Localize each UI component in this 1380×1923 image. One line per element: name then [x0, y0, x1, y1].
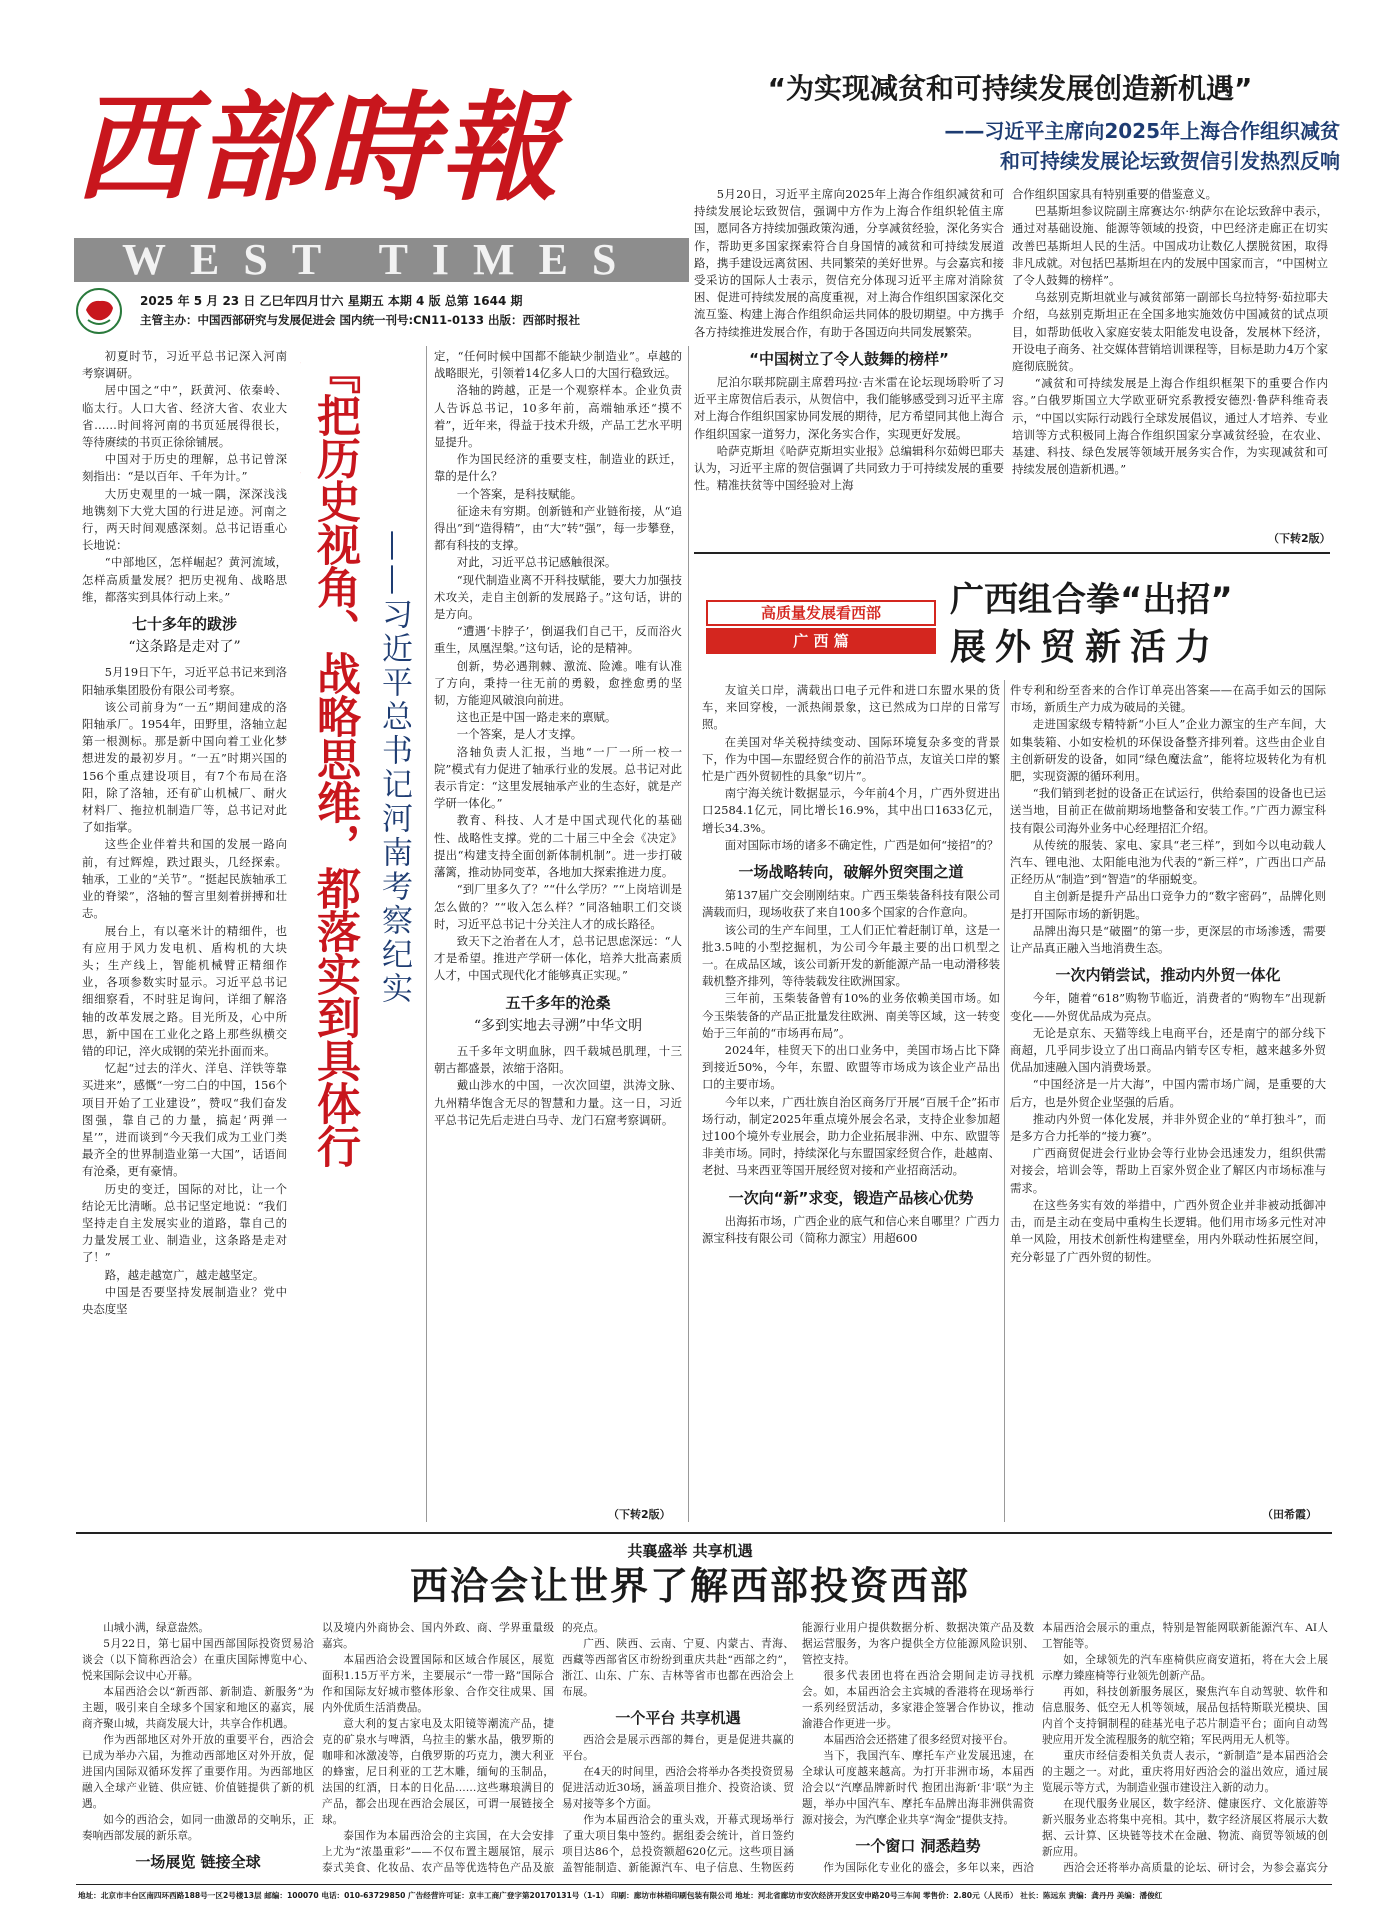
paragraph: 作为西部地区对外开放的重要平台，西洽会已成为举办六届，为推动西部地区对外开放，促进国内国际双循环发挥了重要作用。为西部地区融入全球产业链、供应链、价值链提供了新的机遇。 [82, 1734, 314, 1810]
section-heading: 一个平台 共享机遇 [615, 1709, 741, 1727]
paragraph: 乌兹别克斯坦就业与减贫部第一副部长乌拉特努·茹拉耶夫介绍，乌兹别克斯坦正在全国多地实施效仿中国减贫的试点项目，如帮助低收入家庭安装太阳能发电设备，发展林下经济，开设电子商务、社交媒体营销培训课程等，目标是助力4万个家庭彻底脱贫。 [1012, 290, 1328, 374]
expo-column-5 [1042, 1620, 1328, 1875]
paragraph: 能源行业用户提供数据分析、数据决策产品及数据运营服务，为客户提供全方位能源风险识别、管控支持。 [802, 1622, 1034, 1666]
paragraph: 在4天的时间里，西洽会将举办各类投资贸易促进活动近30场，涵盖项目推介、投资洽谈、贸易对接等多个方面。 [562, 1766, 794, 1810]
paragraph: 重庆市经信委相关负责人表示，“新制造”是本届西洽会的主题之一。对此，重庆将用好西洽会的溢出效应，通过展览展示等方式，为制造业强市建设注入新的动力。 [1042, 1750, 1328, 1794]
xi-story-vertical-subtitle: ——习近平总书记河南考察纪实 [376, 530, 412, 1006]
paragraph: 合作组织国家具有特别重要的借鉴意义。 [1012, 187, 1218, 201]
paragraph: 洛轴负责人汇报，当地“一厂一所一校一院”模式有力促进了轴承行业的发展。总书记对此表示肯定：“这里发展轴承产业的生态好，就是产学研一体化。” [434, 744, 682, 811]
paragraph: “到厂里多久了？”“什么学历？”“上岗培训是怎么做的？”“收入怎么样？”同洛轴职工们交谈时，习近平总书记十分关注人才的成长路径。 [434, 882, 682, 931]
paragraph: 西洽会还将举办高质量的论坛、研讨会，为参会嘉宾分 [1063, 1862, 1328, 1874]
expo-headline: 西洽会让世界了解西部投资西部 [409, 1563, 970, 1608]
top-story-subhead-2: 和可持续发展论坛致贺信引发热烈反响 [1000, 149, 1340, 173]
paragraph: 意大利的复古家电及太阳镜等潮流产品，捷克的矿泉水与啤酒，乌拉圭的紫水晶，俄罗斯的咖啡和冰激凌等，白俄罗斯的巧克力，澳大利亚的蜂蜜，尼日利亚的工艺木雕，缅甸的玉制品，法国的红酒，日本的日化品……这些琳琅满目的产品，都会出现在西洽会展区，可谓一展链接全球。 [322, 1718, 554, 1826]
masthead [62, 40, 682, 330]
divider [688, 346, 689, 1522]
paragraph: 在美国对华关税持续变动、国际环境复杂多变的背景下，作为中国—东盟经贸合作的前沿节点，友谊关口岸的繁忙是广西外贸韧性的具象“切片”。 [702, 734, 1000, 784]
paragraph: 如今的西洽会，如同一曲激昂的交响乐，正奏响西部发展的新乐章。 [82, 1814, 314, 1842]
paragraph: 当下，我国汽车、摩托车产业发展迅速，在全球认可度越来越高。为打开非洲市场，本届西洽会以“汽摩品牌新时代 抱团出海新‘非’联”为主题，举办中国汽车、摩托车品牌出海非洲供需资源对接会，为汽摩企业共享“淘金”提供支持。 [802, 1750, 1034, 1826]
paragraph: 忆起“过去的洋火、洋皂、洋铁等靠买进来”，感慨“一穷二白的中国，156个项目开始了工业建设”，赞叹“我们奋发图强，靠自己的力量，搞起‘两弹一星’”，进而谈到“今天我们成为工业门类最齐全的世界制造业第一大国”，话语间有沧桑，更有豪情。 [82, 1061, 287, 1179]
paragraph: 5月20日，习近平主席向2025年上海合作组织减贫和可持续发展论坛致贺信，强调中方作为上海合作组织轮值主席国，愿同各方持续加强政策沟通，分享减贫经验，深化务实合作，帮助更多国家探索符合自身国情的减贫和可持续发展道路，携手建设远离贫困、共同繁荣的美好世界。与会嘉宾和接受采访的国际人士表示，贺信充分体现习近平主席对消除贫困、促进可持续发展的高度重视，对上海合作组织国家深化交流互鉴、构建上海合作组织命运共同体的股切期望。中方携手各方持续推进发展合作，有助于各国迈向共同发展繁荣。 [694, 187, 1004, 339]
guangxi-column-2 [1010, 682, 1326, 1342]
paragraph: 第137届广交会刚刚结束。广西玉柴装备科技有限公司满载而归，现场收获了来自100多个国家的合作意向。 [702, 888, 1000, 920]
paragraph: “遭遇‘卡脖子’，倒逼我们自己干，反而浴火重生，凤凰涅槃。”这句话，论的是精神。 [434, 624, 682, 656]
paragraph: 如，全球领先的汽车座椅供应商安道拓，将在大会上展示摩力臻座椅等行业领先创新产品。 [1042, 1654, 1328, 1682]
paragraph: 西洽会是展示西部的舞台，更是促进共赢的平台。 [562, 1734, 794, 1762]
divider [694, 552, 1330, 554]
paragraph: 今年，随着“618”购物节临近，消费者的“购物车”出现新变化——外贸优品成为亮点。 [1010, 991, 1326, 1023]
divider [1004, 680, 1005, 1522]
section-heading: 一场展览 链接全球 [135, 1853, 261, 1871]
paragraph: 该公司前身为“一五”期间建成的洛阳轴承厂。1954年，田野里，洛轴立起第一根测标。那是新中国向着工业化梦想进发的最初岁月。“一五”时期兴国的156个重点建设项目，有7个布局在洛阳，除了洛轴，还有矿山机械厂、耐火材料厂、拖拉机制造厂等，总书记对此了如指掌。 [82, 699, 287, 835]
paragraph: 广西、陕西、云南、宁夏、内蒙古、青海、西藏等西部省区市纷纷到重庆共赴“西部之约”，浙江、山东、广东、吉林等省市也都在西洽会上布展。 [562, 1638, 794, 1698]
masthead-english-title: WEST TIMES [122, 235, 641, 284]
paragraph: 泰国作为本届西洽会的主宾国，在大会安排上尤为“浓墨重彩”——不仅布置主题展馆，展示泰式美食、化妆品、农产品等优选特色产品及旅 [322, 1830, 554, 1874]
publisher-line: 主管主办：中国西部研究与发展促进会 国内统一刊号:CN11-0133 出版：西部时报社 [140, 313, 580, 327]
paragraph: 这些企业伴着共和国的发展一路向前，有过辉煌，跌过跟头，几经探索。轴承，工业的“关节”。“挺起民族轴承工业的脊梁”，洛轴的誓言里刻着拼搏和壮志。 [82, 837, 287, 921]
guangxi-headline-2: 展外贸新活力 [950, 626, 1221, 668]
paragraph: 山城小满，绿意盎然。 [103, 1622, 210, 1634]
paragraph: 本届西洽会以“新西部、新制造、新服务”为主题，吸引来自全球多个国家和地区的嘉宾，展商齐聚山城，共商发展大计，共享合作机遇。 [82, 1686, 314, 1730]
date-line: 2025 年 5 月 23 日 乙巳年四月廿六 星期五 本期 4 版 总第 1644 期 [140, 294, 523, 308]
paragraph: “现代制造业离不开科技赋能，要大力加强技术攻关，走自主创新的发展路子。”这句话，讲的是方向。 [434, 572, 682, 622]
section-heading: 一个窗口 洞悉趋势 [855, 1837, 981, 1855]
xi-story-column-1 [82, 348, 287, 1520]
masthead-title: 西部時報 [74, 78, 563, 217]
paragraph: “中部地区，怎样崛起？黄河流域，怎样高质量发展？把历史视角、战略思维，都落实到具体行动上来。” [82, 555, 287, 604]
top-story-column-2 [1012, 186, 1328, 526]
paragraph: 走进国家级专精特新“小巨人”企业力源宝的生产车间，大如集装箱、小如安检机的环保设备整齐排列着。这些由企业自主创新研发的设备，如同“绿色魔法盒”，能将垃圾转化为有机肥，实现资源的循环利用。 [1010, 717, 1326, 784]
paragraph: 从传统的服装、家电、家具“老三样”，到如今以电动载人汽车、锂电池、太阳能电池为代表的“新三样”，广西出口产品正经历从“制造”到“智造”的华丽蜕变。 [1010, 837, 1326, 887]
expo-kicker: 共襄盛举 共享机遇 [627, 1542, 753, 1560]
expo-column-4 [802, 1620, 1034, 1875]
paragraph: 巴基斯坦参议院副主席赛达尔·纳萨尔在论坛致辞中表示，通过对基础设施、能源等领域的投资，中巴经济走廊正在切实改善巴基斯坦人民的生活。中国成功让数亿人摆脱贫困，取得非凡成就。对包括巴基斯坦在内的发展中国家而言，“中国树立了令人鼓舞的榜样”。 [1012, 204, 1328, 288]
paragraph: 在现代服务业展区，数字经济、健康医疗、文化旅游等新兴服务业态将集中亮相。其中，数字经济展区将展示大数据、云计算、区块链等技术在金融、物流、商贸等领域的创新应用。 [1042, 1798, 1328, 1858]
paragraph: 本届西洽会设置国际和区域合作展区，展览面积1.15万平方米，主要展示“一带一路”国际合作和国际友好城市整体形象、合作交往成果、国内外优质生活消费品。 [322, 1654, 554, 1714]
paragraph: 作为国际化专业化的盛会，多年以来，西洽 [823, 1862, 1034, 1874]
paragraph: 洛轴的跨越，正是一个观察样本。企业负责人告诉总书记，10多年前，高端轴承还“摸不着”，近年来，得益于技术升级，产品工艺水平明显提升。 [434, 383, 682, 450]
section-subheading: “这条路是走对了” [128, 639, 241, 656]
expo-column-1 [82, 1620, 314, 1875]
paragraph: 初夏时节，习近平总书记深入河南考察调研。 [82, 349, 287, 381]
paragraph: 对此，习近平总书记感触很深。 [456, 555, 617, 570]
paragraph: 教育、科技、人才是中国式现代化的基础性、战略性支撑。党的二十届三中全会《决定》提出“构建支持全面创新体制机制”。进一步打破藩篱，推动协同变革，各地加大探索推进力度。 [434, 813, 682, 880]
divider [76, 1884, 1332, 1885]
paragraph: 2024年，桂贸天下的出口业务中，美国市场占比下降到接近50%，今年，东盟、欧盟等市场成为该企业产品出口的主要市场。 [702, 1043, 1000, 1092]
top-story-column-1 [694, 186, 1004, 546]
paragraph: 戴山渉水的中国，一次次回望，洪涛文脉、九州精华饱含无尽的智慧和力量。这一日，习近平总书记先后走进白马寺、龙门石窟考察调研。 [434, 1078, 682, 1127]
continued-note: （下转2版） [1268, 532, 1331, 545]
guangxi-column-1 [702, 682, 1000, 1372]
xi-story-vertical-title: 『把历史视角、战略思维，都落实到具体行 [309, 350, 360, 1167]
xi-story-column-2 [434, 348, 682, 1520]
paragraph: 南宁海关统计数据显示，今年前4个月，广西外贸进出口2584.1亿元，同比增长16.9%，其中出口1633亿元，增长34.3%。 [702, 786, 1000, 835]
paragraph: 路，越走越宽广，越走越坚定。 [104, 1267, 265, 1282]
continued-note: （下转2版） [608, 1508, 671, 1521]
expo-column-3 [562, 1620, 794, 1875]
paragraph: 一个答案，是科技赋能。 [456, 486, 583, 501]
paragraph: “减贫和可持续发展是上海合作组织框架下的重要合作内容。”白俄罗斯国立大学欧亚研究系教授安德烈·鲁萨科维奇表示，“中国以实际行动践行全球发展倡议，通过人才培养、专业培训等方式积极同上海合作组织国家分享减贫经验，在农业、基建、科技、绿色发展等领域开展务实合作，为实现减贫和可持续发展创造新机遇。” [1012, 376, 1328, 477]
divider [426, 346, 427, 1522]
paragraph: “我们销到老挝的设备正在试运行，供给泰国的设备也已运送当地，目前正在做前期场地整备和安装工作。”广西力源宝科技有限公司海外业务中心经理招汇介绍。 [1010, 786, 1326, 835]
paragraph: 作为本届西洽会的重头戏，开幕式现场举行了重大项目集中签约。据组委会统计，首日签约项目达86个，总投资额超620亿元。这些项目涵盖智能制造、新能源汽车、电子信息、生物医药 [562, 1814, 794, 1874]
paragraph: 致天下之治者在人才，总书记思虑深远：“人才是希望。推进产学研一体化，培养大批高素质人才，中国式现代化才能够真正实现。” [434, 933, 682, 983]
banner-line-1: 高质量发展看西部 [706, 600, 936, 626]
paragraph: 该公司的生产车间里，工人们正忙着赶制订单，这是一批3.5吨的小型挖掘机，为公司今年最主要的出口机型之一。在成品区域，该公司新开发的新能源产品一电动滑移装载机整齐排列，等待装载发往欧洲国家。 [702, 922, 1000, 989]
paragraph: 居中国之“中”，跃黄河、依秦岭、临太行。人口大省、经济大省、农业大省……时间将河南的书页延展得很长，等待赓续的书页正徐徐铺展。 [82, 383, 287, 450]
expo-column-2 [322, 1620, 554, 1875]
paragraph: 今年以来，广西壮族自治区商务厅开展“百展千企”拓市场行动，制定2025年重点境外展会名录，支持企业参加超过100个境外专业展会，助力企业拓展非洲、中东、欧盟等非美市场。同时，持续深化与东盟国家经贸合作，赴越南、老挝、马来西亚等国开展经贸对接和产业招商活动。 [702, 1094, 1000, 1178]
section-heading: 一次内销尝试，推动内外贸一体化 [1055, 966, 1281, 985]
section-heading: 五千多年的沧桑 [505, 993, 611, 1012]
paragraph: 作为国民经济的重要支柱，制造业的跃迁，靠的是什么？ [434, 452, 682, 484]
paragraph: 创新，势必遇荆棘、激流、险滩。唯有认准了方向，秉持一往无前的勇毅，愈挫愈勇的坚韧，方能迎风破浪向前进。 [434, 658, 682, 708]
paragraph: 5月19日下午，习近平总书记来到洛阳轴承集团股份有限公司考察。 [82, 665, 287, 697]
footer-info: 地址：北京市丰台区南四环西路188号一区2号楼13层 邮编：100070 电话：010-63729850 广告经营许可证：京丰工商广登字第20170131号（1-1） 印刷：廊坊市林梧印刷包装有限公司 地址：河北省廊坊市安次经济开发区安申路20号三车间 零售价：2.80元（人民币） 社长：陈远东 责编：龚丹丹 美编：潘俊红 [78, 1891, 1163, 1900]
top-story-subhead-1: ——习近平主席向2025年上海合作组织减贫 [944, 119, 1340, 143]
paragraph: “中国经济是一片大海”，中国内需市场广阔，是重要的大后方，也是外贸企业坚强的后盾。 [1010, 1077, 1326, 1109]
section-heading: 七十多年的跋涉 [131, 615, 237, 634]
paragraph: 5月22日，第七届中国西部国际投资贸易洽谈会（以下简称西洽会）在重庆国际博览中心、悦来国际会议中心开幕。 [82, 1638, 314, 1682]
paragraph: 征途未有穷期。创新链和产业链衔接，从“追得出”到“造得精”，由“大”转“强”，每一步攀登，都有科技的支撑。 [434, 503, 682, 553]
paragraph: 友谊关口岸，满载出口电子元件和进口东盟水果的货车，来回穿梭，一派热闹景象，这已然成为口岸的日常写照。 [702, 683, 1000, 732]
paragraph: 再如，科技创新服务展区，聚焦汽车自动驾驶、软件和信息服务、低空无人机等领域，展品包括特斯联光模块、国内首个支持铜制程的硅基光电子芯片制造平台；面向自动驾驶应用开发全流程服务的航空箱；军民两用无人机等。 [1042, 1686, 1328, 1746]
divider [76, 1532, 1332, 1534]
publisher-logo [76, 288, 122, 334]
china-map-icon [78, 290, 120, 332]
paragraph: 很多代表团也将在西洽会期间走访寻找机会。如，本届西洽会主宾城的香港将在现场举行一系列经贸活动，多家港企签署合作协议，推动渝港合作更进一步。 [802, 1670, 1034, 1730]
byline: （田希霞） [1262, 1508, 1317, 1521]
paragraph: 大历史观里的一城一隅，深深浅浅地镌刻下大党大国的行进足迹。河南之行，两天时间观感深刻。总书记语重心长地说： [82, 486, 287, 553]
paragraph: 三年前，玉柴装备曾有10%的业务依赖美国市场。如今玉柴装备的产品正批量发往欧洲、南美等区域，这一转变始于三年前的“市场再布局”。 [702, 991, 1000, 1040]
series-banner [706, 600, 936, 654]
section-subheading: “多到实地去寻溯”中华文明 [473, 1017, 643, 1034]
paragraph: 在这些务实有效的举措中，广西外贸企业并非被动抵御冲击，而是主动在变局中重构生长逻辑。他们用市场多元性对冲单一风险，用技术创新性构建壁垒，用内外联动性拓展空间，充分彰显了广西外贸的韧性。 [1010, 1197, 1326, 1264]
section-heading: “中国树立了令人鼓舞的榜样” [749, 349, 949, 368]
paragraph: 中国对于历史的理解，总书记曾深刻指出：“是以百年、千年为计。” [82, 452, 287, 484]
paragraph: 这也正是中国一路走来的禀赋。 [456, 710, 617, 725]
paragraph: 以及境内外商协会、国内外政、商、学界重量级嘉宾。 [322, 1622, 554, 1650]
paragraph: 五千多年文明血脉，四千载城邑肌理，十三朝古都盛景，浓缩于洛阳。 [434, 1043, 682, 1076]
paragraph: 哈萨克斯坦《哈萨克斯坦实业报》总编辑科尔茹姆巴耶夫认为，习近平主席的贺信强调了共同致力于可持续发展的重要性。精准扶贫等中国经验对上海 [694, 443, 1004, 493]
paragraph: 中国是否要坚持发展制造业？党中央态度坚 [82, 1284, 287, 1316]
paragraph: 的亮点。 [562, 1622, 605, 1634]
top-story-headline: “为实现减贫和可持续发展创造新机遇” [767, 72, 1253, 105]
paragraph: 件专利和纷至沓来的合作订单亮出答案——在高手如云的国际市场，新质生产力成为破局的关键。 [1010, 683, 1326, 715]
paragraph: 本届西洽会还搭建了很多经贸对接平台。 [823, 1734, 1014, 1746]
paragraph: 尼泊尔联邦院副主席碧玛拉·吉米雷在论坛现场聆听了习近平主席贺信后表示，从贺信中，我们能够感受到习近平主席对上海合作组织国家协同发展的期待，尼方希望同其他上海合作组织国家一道努力，深化务实合作，实现更好发展。 [694, 375, 1004, 441]
banner-line-2: 广 西 篇 [706, 628, 936, 654]
paragraph: 无论是京东、天猫等线上电商平台，还是南宁的部分线下商超，几乎同步设立了出口商品内销专区专柜，越来越多外贸优品加速融入国内消费场景。 [1010, 1025, 1326, 1075]
guangxi-headline-1: 广西组合拳“出招” [950, 580, 1233, 620]
paragraph: 广西商贸促进会行业协会等行业协会迅速发力，组织供需对接会，培训会等，帮助上百家外贸企业了解区内市场标准与需求。 [1010, 1146, 1326, 1195]
paragraph: 本届西洽会展示的重点，特别是智能网联新能源汽车、AI人工智能等。 [1042, 1622, 1328, 1650]
paragraph: 推动内外贸一体化发展，并非外贸企业的“单打独斗”，而是多方合力托举的“接力赛”。 [1010, 1111, 1326, 1144]
paragraph: 历史的变迁，国际的对比，让一个结论无比清晰。总书记坚定地说：“我们坚持走自主发展实业的道路，靠自己的力量发展工业、制造业，这条路是走对了！” [82, 1181, 287, 1265]
section-heading: 一场战略转向，破解外贸突围之道 [738, 863, 964, 882]
paragraph: 一个答案，是人才支撑。 [456, 727, 583, 742]
paragraph: 定，“任何时候中国都不能缺少制造业”。卓越的战略眼光，引领着14亿多人口的大国行稳致远。 [434, 349, 682, 381]
paragraph: 品牌出海只是“破圈”的第一步，更深层的市场渗透，需要让产品真正融入当地消费生态。 [1010, 923, 1326, 956]
paragraph: 出海拓市场，广西企业的底气和信心来自哪里？广西力源宝科技有限公司（简称力源宝）用超600 [702, 1213, 1000, 1246]
paragraph: 自主创新是提升产品出口竞争力的“数字密码”，品牌化则是打开国际市场的新钥匙。 [1010, 889, 1326, 921]
section-heading: 一次向“新”求变，锻造产品核心优势 [728, 1188, 974, 1207]
paragraph: 展台上，有以毫米计的精细件，也有应用于风力发电机、盾构机的大块头；生产线上，智能机械臂正精细作业，各项参数实时显示。习近平总书记细细察看，不时驻足询问，详细了解洛轴的改革发展之路。目光所及，心中所思，新中国在工业化之路上那些纵横交错的印记，淬火成钢的荣光扑面而来。 [82, 923, 287, 1058]
paragraph: 面对国际市场的诸多不确定性，广西是如何“接招”的？ [724, 837, 999, 852]
